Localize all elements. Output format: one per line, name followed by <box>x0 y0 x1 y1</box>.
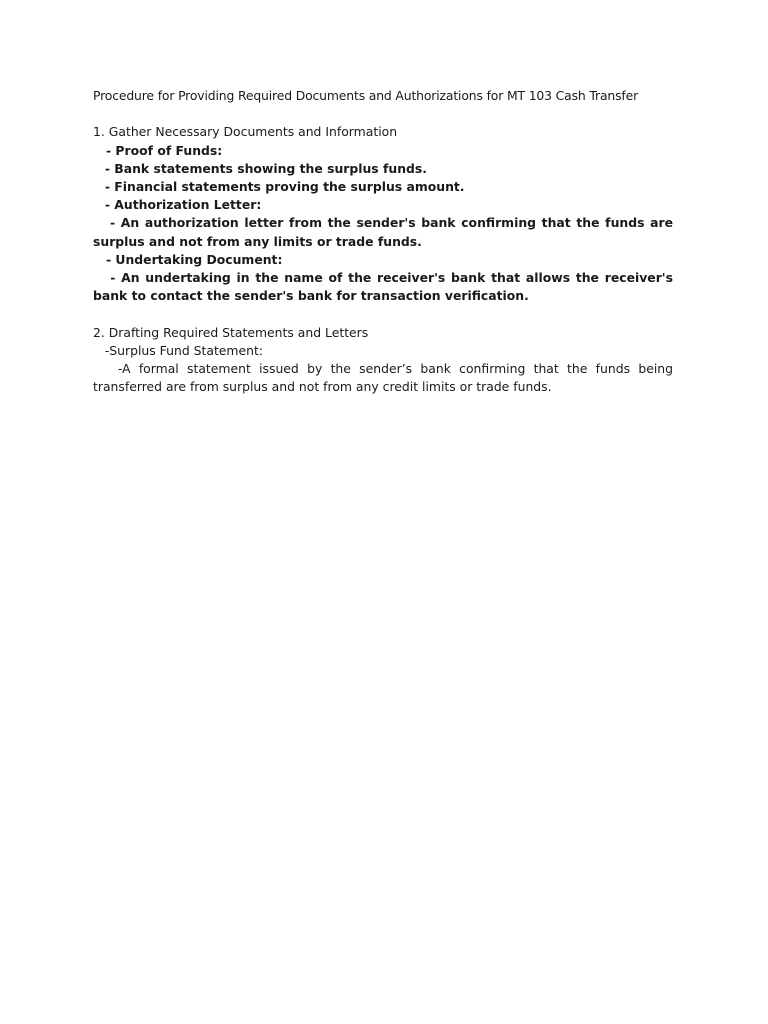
authorization-letter-label <box>93 196 673 214</box>
surplus-fund-text: -A formal statement issued by the sender’s bank confirming that the funds being transferred are from surplus and not from any credit limits or trade funds. <box>93 361 677 395</box>
authorization-letter-label-text: - Authorization Letter: <box>104 197 262 213</box>
surplus-fund-label-text: -Surplus Fund Statement: <box>104 342 264 358</box>
section-2-heading: 2. Drafting Required Statements and Letters <box>93 324 369 340</box>
financial-statements-text: - Financial statements proving the surplus amount. <box>104 179 465 194</box>
document-title: Procedure for Providing Required Documents and Authorizations for MT 103 Cash Transfer <box>93 88 639 103</box>
bank-statements-text: - Bank statements showing the surplus funds. <box>104 160 427 176</box>
proof-of-funds-label-text: - Proof of Funds: <box>105 142 223 158</box>
surplus-fund-label <box>93 342 673 360</box>
authorization-letter-paragraph <box>93 214 678 250</box>
undertaking-label <box>93 251 673 269</box>
spacer <box>93 305 673 323</box>
undertaking-text: - An undertaking in the name of the receiver's bank that allows the receiver's bank to contact the sender's bank for transaction verification. <box>93 270 678 304</box>
document-page <box>93 87 678 396</box>
bank-statements-item <box>93 160 673 178</box>
section-1-heading: 1. Gather Necessary Documents and Information <box>93 124 398 140</box>
financial-statements-item <box>93 178 673 196</box>
proof-of-funds-label <box>93 142 673 160</box>
undertaking-paragraph <box>93 269 678 305</box>
authorization-letter-text: - An authorization letter from the sender's bank confirming that the funds are surplus and not from any limits or trade funds. <box>93 215 678 249</box>
surplus-fund-paragraph <box>93 360 677 396</box>
spacer <box>93 105 673 123</box>
undertaking-label-text: - Undertaking Document: <box>105 251 283 267</box>
